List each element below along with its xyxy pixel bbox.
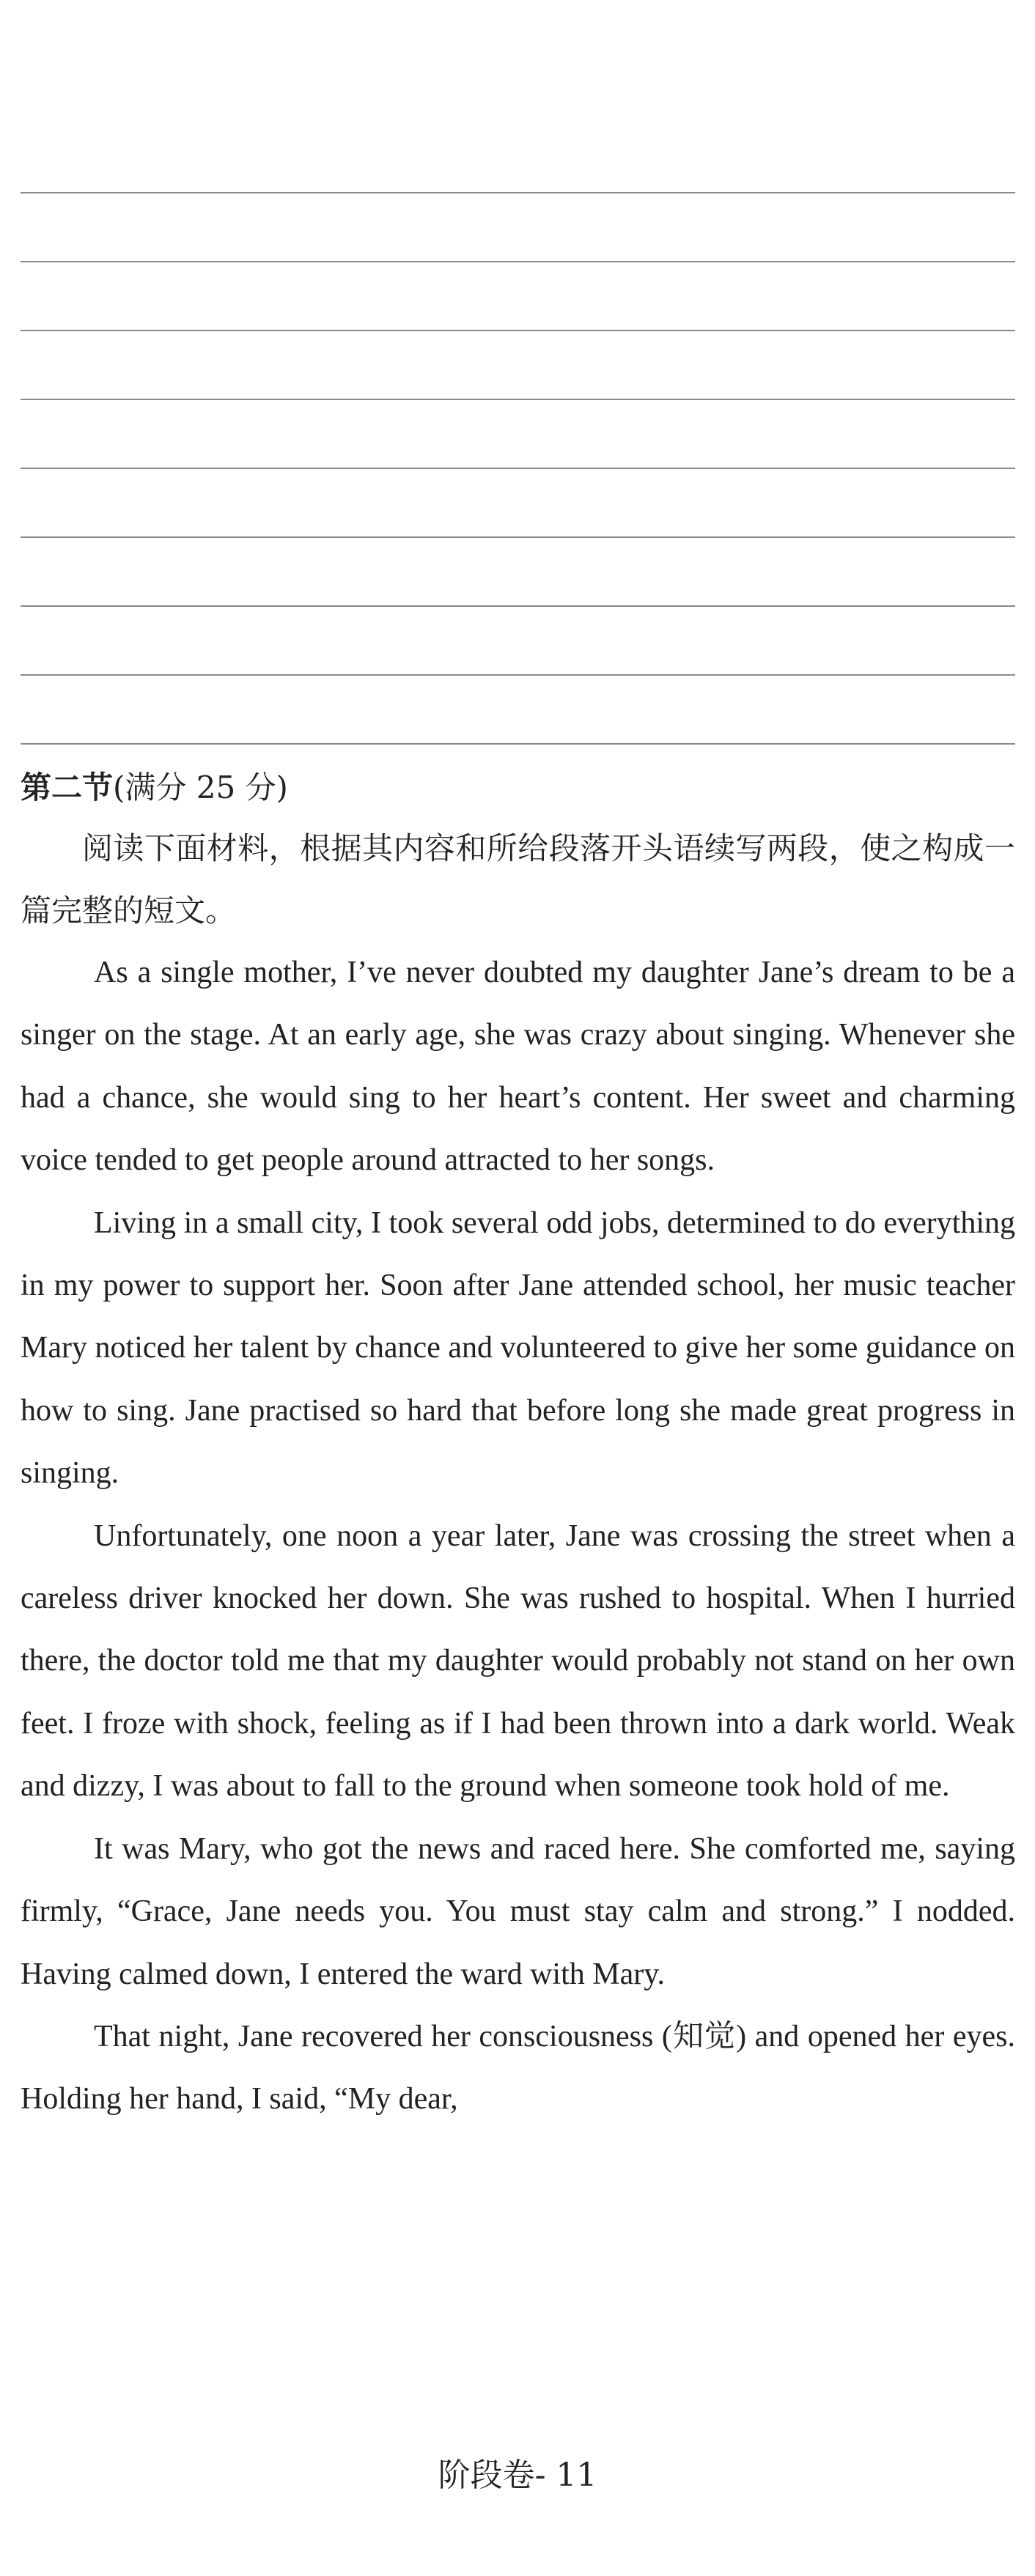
writing-line [21, 605, 1015, 607]
section-two [21, 759, 1015, 2131]
section-score-note: (满分 25 分) [113, 770, 288, 805]
story-paragraph: It was Mary, who got the news and raced here. She comforted me, saying firmly, “Grace, Jane needs you. You must stay calm and strong.” I nodded. Having calmed down, I entered the ward with Mary. [21, 1831, 1015, 1991]
writing-line [21, 261, 1015, 262]
section-heading [21, 759, 1015, 817]
writing-line [21, 536, 1015, 538]
page-number: 阶段卷- 11 [438, 2457, 597, 2494]
writing-line [21, 674, 1015, 676]
writing-line [21, 743, 1015, 745]
story-paragraph: Unfortunately, one noon a year later, Jane was crossing the street when a careless driver knocked her down. She was rushed to hospital. When I hurried there, the doctor told me that my daughter would probably not stand on her own feet. I froze with shock, feeling as if I had been thrown into a dark world. Weak and dizzy, I was about to fall to the ground when someone took hold of me. [21, 1518, 1015, 1804]
section-title: 第二节 [21, 770, 114, 805]
story-paragraph: As a single mother, I’ve never doubted my daughter Jane’s dream to be a singer on the stage. At an early age, she was crazy about singing. Whenever she had a chance, she would sing to her heart’s content. Her sweet and charming voice tended to get people around attracted to her songs. [21, 956, 1015, 1178]
writing-line [21, 399, 1015, 400]
story-paragraph: That night, Jane recovered her consciousness (知觉) and opened her eyes. Holding her hand, I said, “My dear, [21, 2019, 1015, 2116]
section-instruction: 阅读下面材料，根据其内容和所给段落开头语续写两段，使之构成一篇完整的短文。 [21, 830, 1015, 929]
writing-line [21, 330, 1015, 331]
story-text [21, 942, 1015, 2131]
writing-line [21, 468, 1015, 469]
story-paragraph: Living in a small city, I took several odd jobs, determined to do everything in my power to support her. Soon after Jane attended school, her music teacher Mary noticed her talent by chance and volunteered to give her some guidance on how to sing. Jane practised so hard that before long she made great progress in singing. [21, 1206, 1015, 1491]
writing-line [21, 192, 1015, 193]
